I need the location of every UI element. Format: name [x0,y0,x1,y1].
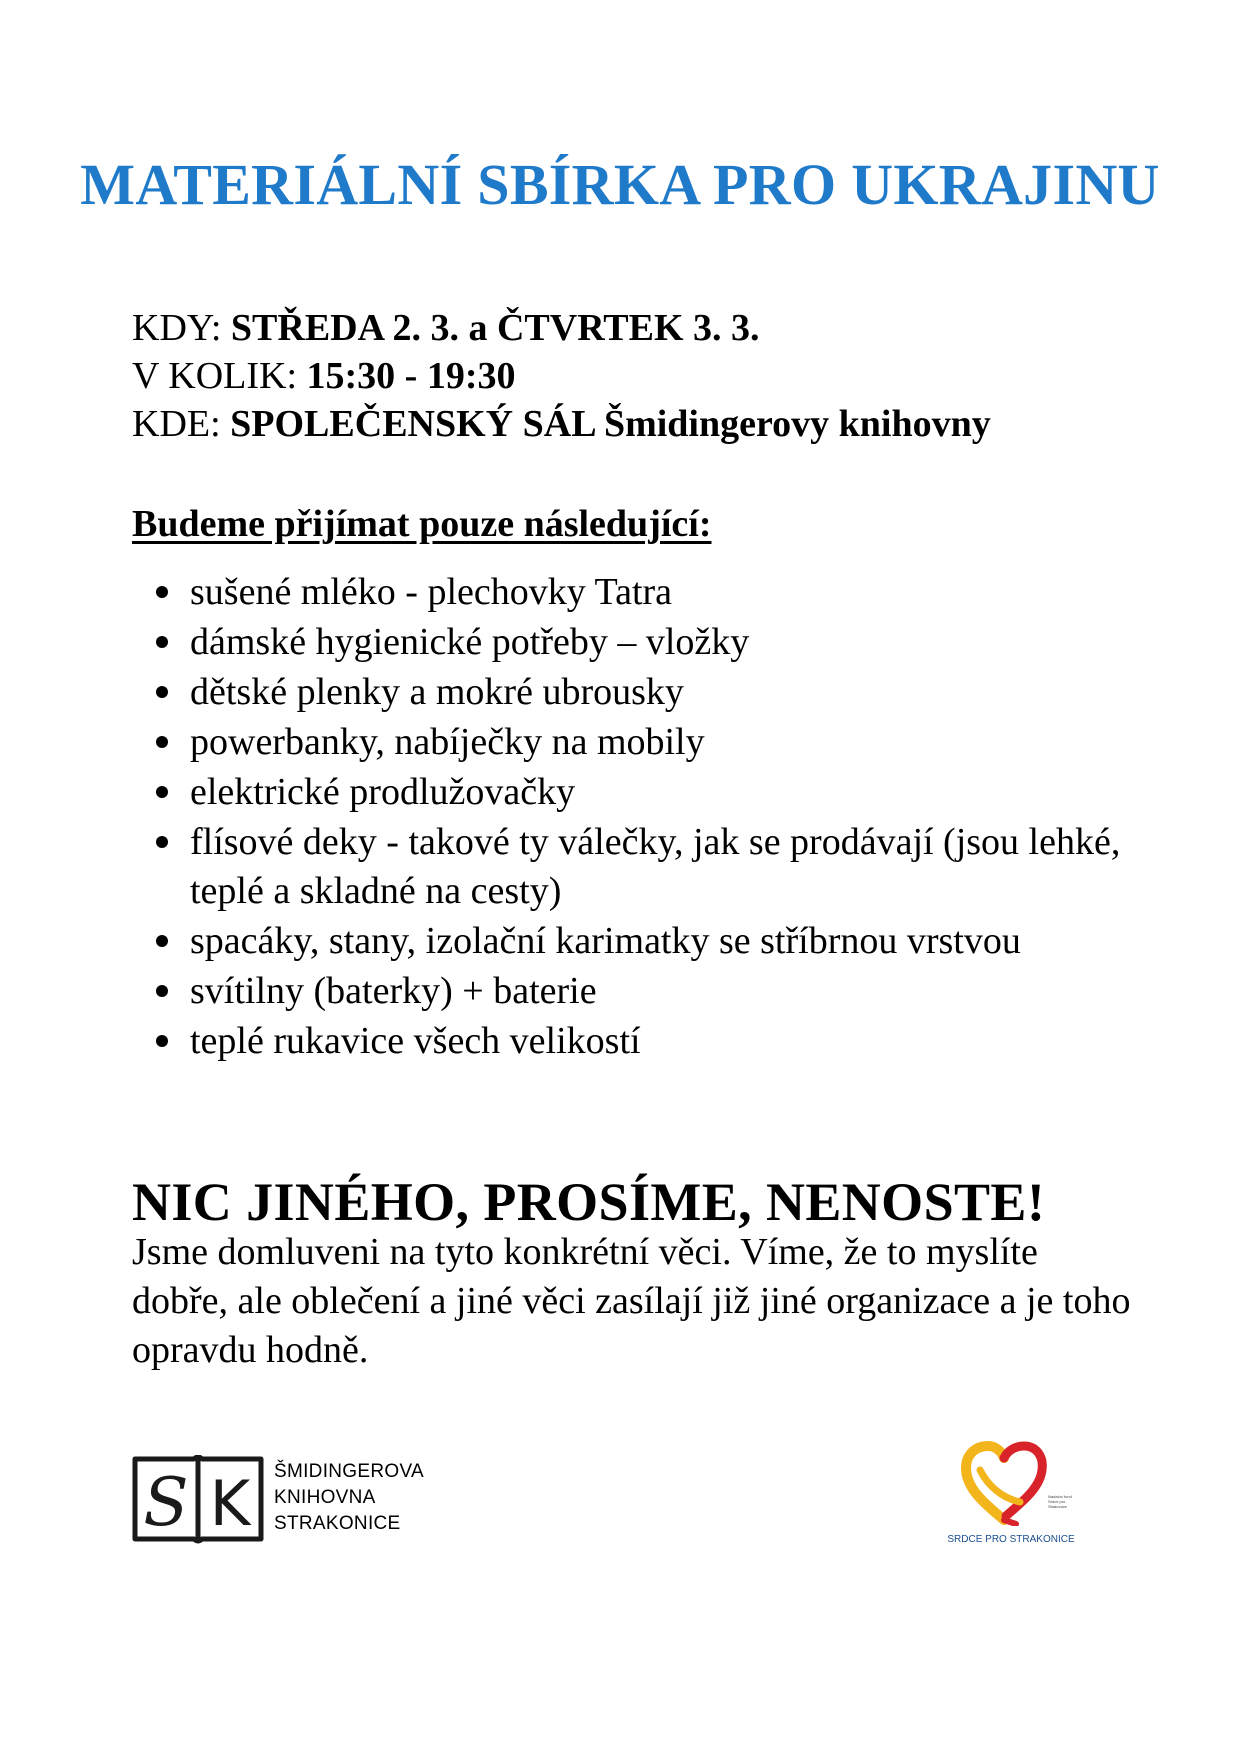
library-logo-line: KNIHOVNA [274,1487,376,1508]
list-item-text: dětské plenky a mokré ubrousky [190,671,684,713]
time-label: V KOLIK: [132,355,307,397]
where-value: SPOLEČENSKÝ SÁL Šmidingerovy knihovny [230,403,991,445]
srdce-logo-small-print: Nadační fond Srdce pro Strakonice [1048,1494,1072,1509]
list-item-text: spacáky, stany, izolační karimatky se stříbrnou vrstvou [190,920,1021,962]
bullet-icon [156,736,168,748]
list-item [150,668,1150,717]
list-item-text: flísové deky - takové ty válečky, jak se prodávají (jsou lehké, teplé a skladné na cesty) [190,821,1121,912]
list-item [150,818,1150,916]
library-logo-text [274,1459,424,1537]
explanation-paragraph: Jsme domluveni na tyto konkrétní věci. Víme, že to myslíte dobře, ale oblečení a jiné věci zasílají již jiné organizace a je toho opravdu hodně. [132,1231,1131,1371]
list-item [150,917,1150,966]
accepted-items-heading: Budeme přijímat pouze následující: [132,503,712,545]
bullet-icon [156,586,168,598]
time-row [132,352,1132,400]
bullet-icon [156,686,168,698]
open-book-sk-logo-icon [132,1455,264,1545]
list-item-text: powerbanky, nabíječky na mobily [190,721,705,763]
srdce-logo-caption: SRDCE PRO STRAKONICE [947,1534,1075,1545]
bullet-icon [156,836,168,848]
bullet-icon [156,985,168,997]
list-item [150,768,1150,817]
list-item-text: svítilny (baterky) + baterie [190,970,597,1012]
bullet-icon [156,636,168,648]
when-row [132,304,1132,352]
list-item-text: dámské hygienické potřeby – vložky [190,621,750,663]
list-item [150,1017,1150,1066]
logo-mark-s: S [143,1464,189,1541]
srdce-logo [936,1440,1086,1552]
logo-mark-k: K [209,1467,251,1540]
bullet-icon [156,935,168,947]
where-label: KDE: [132,403,231,445]
event-info [132,304,1132,448]
warning-heading: NIC JINÉHO, PROSÍME, NENOSTE! [132,1172,1046,1232]
library-logo [132,1455,432,1545]
heart-ribbon-logo-icon [958,1440,1050,1526]
list-item [150,618,1150,667]
list-item-text: sušené mléko - plechovky Tatra [190,571,673,613]
accepted-items-list [150,568,1150,1066]
bullet-icon [156,1035,168,1047]
where-row [132,400,1132,448]
when-label: KDY: [132,307,231,349]
page-title: MATERIÁLNÍ SBÍRKA PRO UKRAJINU [80,152,1160,217]
library-logo-line: ŠMIDINGEROVA [274,1461,424,1482]
when-value: STŘEDA 2. 3. a ČTVRTEK 3. 3. [230,307,760,349]
bullet-icon [156,786,168,798]
list-item [150,718,1150,767]
list-item [150,967,1150,1016]
list-item-text: teplé rukavice všech velikostí [190,1020,641,1062]
list-item-text: elektrické prodlužovačky [190,771,576,813]
time-value: 15:30 - 19:30 [306,355,516,397]
list-item [150,568,1150,617]
library-logo-line: STRAKONICE [274,1513,401,1534]
